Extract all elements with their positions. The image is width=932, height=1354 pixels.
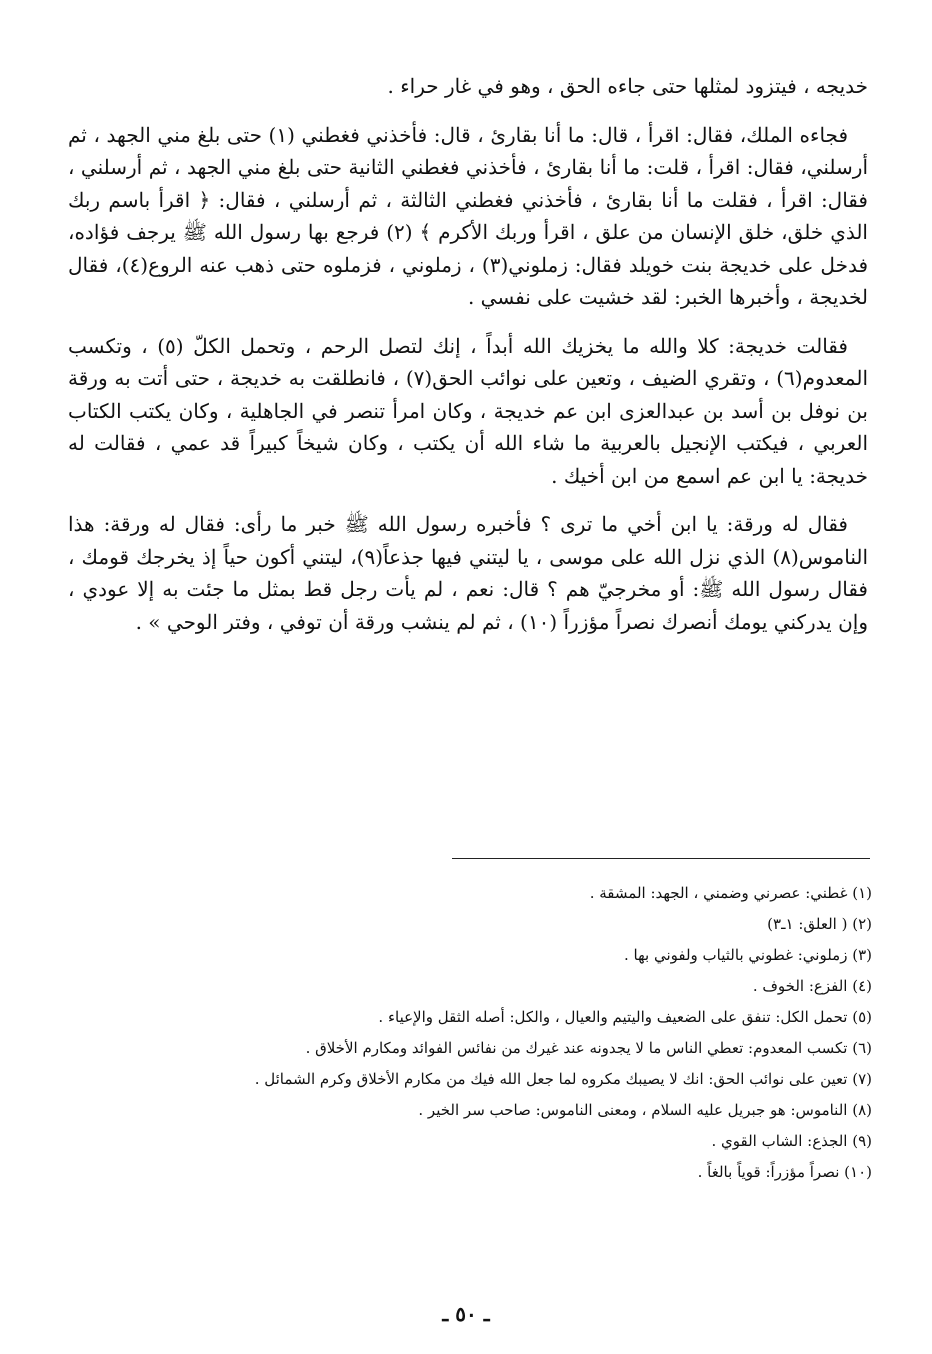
footnote-item: (٣) زملوني: غطوني بالثياب ولفوني بها . — [624, 946, 872, 964]
footnote-item: (٦) تكسب المعدوم: تعطي الناس ما لا يجدونه عند غيرك من نفائس الفوائد ومكارم الأخلاق . — [305, 1039, 872, 1057]
paragraph: فقال له ورقة: يا ابن أخي ما ترى ؟ فأخبره رسول الله ﷺ خبر ما رأى: فقال له ورقة: هذا الناموس(٨) الذي نزل الله على موسى ، يا ليتني فيها جذعاً(٩)، ليتني أكون حياً إذ يخرجك قومك ، فقال رسول الله ﷺ: أو مخرجيّ هم ؟ قال: نعم ، لم يأت رجل قط بمثل ما جئت به إلا عودي ، وإن يدركني يومك أنصرك نصراً مؤزراً (١٠) ، ثم لم ينشب ورقة أن توفي ، وفتر الوحي » . — [68, 512, 869, 634]
footnote-divider — [452, 858, 870, 859]
footnote-item: (١٠) نصراً مؤزراً: قوياً بالغاً . — [697, 1163, 872, 1181]
footnotes — [68, 878, 872, 1188]
paragraph: فقالت خديجة: كلا والله ما يخزيك الله أبداً ، إنك لتصل الرحم ، وتحمل الكلّ (٥) ، وتكسب المعدوم(٦) ، وتقري الضيف ، وتعين على نوائب الحق(٧) ، فانطلقت به خديجة ، حتى أتت به ورقة بن نوفل بن أسد بن عبدالعزى ابن عم خديجة ، وكان امرأ تنصر في الجاهلية ، وكان يكتب الكتاب العربي ، فيكتب الإنجيل بالعربية ما شاء الله أن يكتب ، وكان شيخاً كبيراً قد عمي ، فقالت له خديجة: يا ابن عم اسمع من ابن أخيك . — [68, 333, 868, 488]
paragraph: فجاءه الملك، فقال: اقرأ ، قال: ما أنا بقارئ ، قال: فأخذني فغطني (١) حتى بلغ مني الجهد ، ثم أرسلني، فقال: اقرأ ، قلت: ما أنا بقارئ ، فأخذني فغطني الثانية حتى بلغ مني الجهد ، ثم أرسلني ، فقال: اقرأ ، فقلت ما أنا بقارئ ، فأخذني فغطني الثالثة ، ثم أرسلني ، فقال: ﴿ اقرأ باسم ربك الذي خلق، خلق الإنسان من علق ، اقرأ وربك الأكرم ﴾ (٢) فرجع بها رسول الله ﷺ يرجف فؤاده، فدخل على خديجة بنت خويلد فقال: زملوني(٣) ، زملوني ، فزملوه حتى ذهب عنه الروع(٤)، فقال لخديجة ، وأخبرها الخبر: لقد خشيت على نفسي . — [68, 122, 869, 309]
footnote-item: (٤) الفزع: الخوف . — [752, 977, 872, 995]
main-text — [68, 70, 868, 638]
footnote-item: (٩) الجذع: الشاب القوي . — [711, 1132, 872, 1150]
footnote-item: (٢) ( العلق: ١ـ٣) — [767, 915, 872, 933]
page-number: ـ ٥٠ ـ — [442, 1302, 490, 1326]
footnote-item: (١) غطني: عصرني وضمني ، الجهد: المشقة . — [589, 884, 872, 902]
footnote-item: (٥) تحمل الكل: تنفق على الضعيف واليتيم والعيال ، والكل: أصله الثقل والإعياء . — [378, 1008, 872, 1026]
footnote-item: (٧) تعين على نوائب الحق: انك لا يصيبك مكروه لما جعل الله فيك من مكارم الأخلاق وكرم الشمائل . — [254, 1070, 872, 1088]
paragraph: خديجه ، فيتزود لمثلها حتى جاءه الحق ، وهو في غار حراء . — [387, 74, 868, 98]
footnote-item: (٨) الناموس: هو جبريل عليه السلام ، ومعنى الناموس: صاحب سر الخير . — [418, 1101, 872, 1119]
